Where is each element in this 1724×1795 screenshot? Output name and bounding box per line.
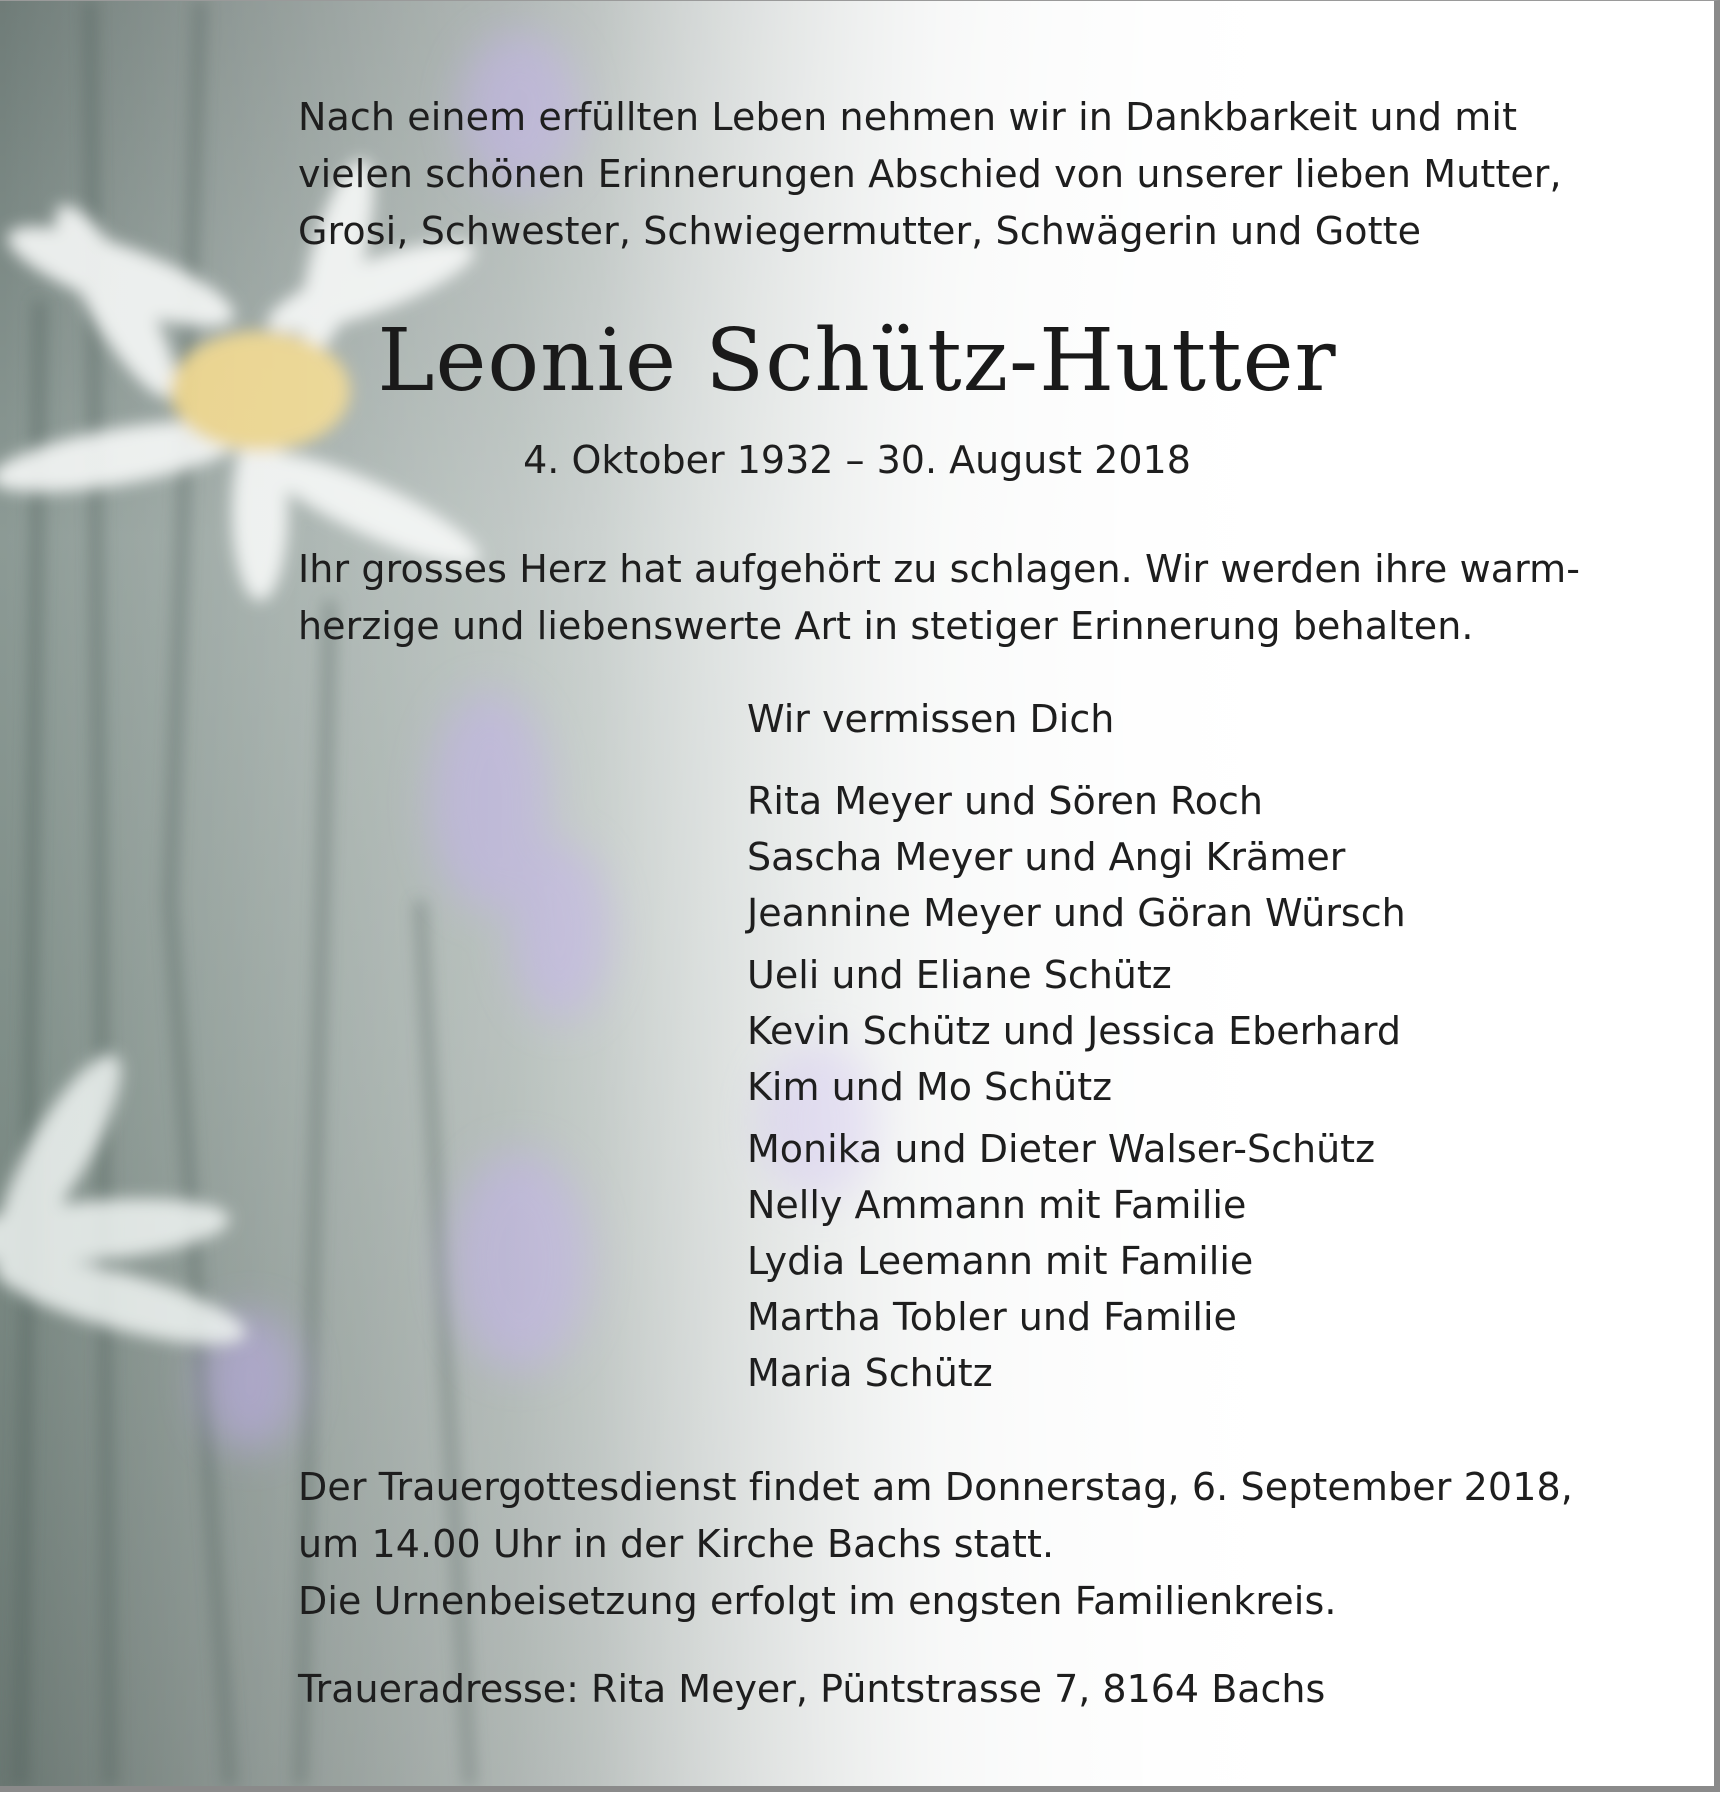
intro-text: Nach einem erfüllten Leben nehmen wir in Dankbarkeit und mit vielen schönen Erinnerungen Abschied von unserer lieben Mutter, Grosi, Schwester, Schwiegermutter, Schwägerin und Gotte bbox=[298, 95, 1562, 253]
deceased-name: Leonie Schütz-Hutter bbox=[377, 311, 1337, 411]
mourner-item: Martha Tobler und Familie bbox=[747, 1295, 1237, 1339]
mourner-item: Monika und Dieter Walser-Schütz bbox=[747, 1127, 1376, 1171]
life-dates: 4. Oktober 1932 – 30. August 2018 bbox=[523, 438, 1191, 482]
mourner-item: Maria Schütz bbox=[747, 1351, 993, 1395]
service-line: um 14.00 Uhr in der Kirche Bachs statt. bbox=[298, 1522, 1055, 1566]
miss-text: Wir vermissen Dich bbox=[747, 697, 1115, 741]
mourner-item: Nelly Ammann mit Familie bbox=[747, 1183, 1247, 1227]
mourner-item: Lydia Leemann mit Familie bbox=[747, 1239, 1254, 1283]
heart-text: Ihr grosses Herz hat aufgehört zu schlagen. Wir werden ihre warm- herzige und liebenswerte Art in stetiger Erinnerung behalten. bbox=[298, 547, 1581, 648]
mourner-item: Ueli und Eliane Schütz bbox=[747, 953, 1172, 997]
mourners-list bbox=[747, 773, 1406, 1401]
mourning-address: Traueradresse: Rita Meyer, Püntstrasse 7, 8164 Bachs bbox=[298, 1667, 1326, 1711]
service-line: Der Trauergottesdienst findet am Donnerstag, 6. September 2018, bbox=[298, 1465, 1573, 1509]
mourner-item: Kevin Schütz und Jessica Eberhard bbox=[747, 1009, 1401, 1053]
service-info bbox=[298, 1459, 1628, 1630]
mourner-item: Rita Meyer und Sören Roch bbox=[747, 779, 1263, 823]
service-line: Die Urnenbeisetzung erfolgt im engsten Familienkreis. bbox=[298, 1579, 1337, 1623]
mourner-item: Sascha Meyer und Angi Krämer bbox=[747, 835, 1346, 879]
mourner-item: Jeannine Meyer und Göran Würsch bbox=[747, 891, 1406, 935]
mourner-item: Kim und Mo Schütz bbox=[747, 1065, 1113, 1109]
